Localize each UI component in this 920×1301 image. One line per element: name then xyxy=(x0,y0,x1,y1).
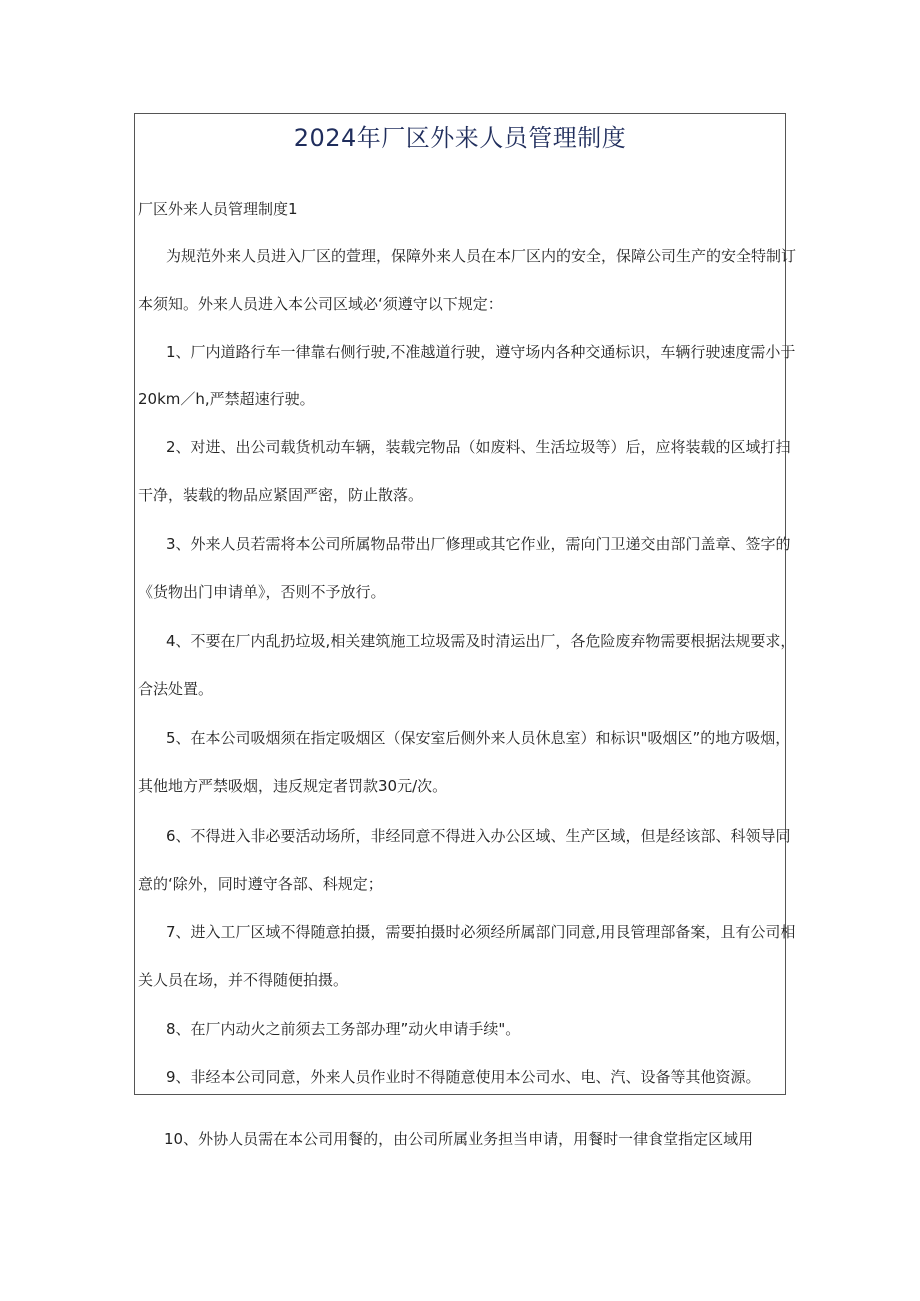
section-heading: 厂区外来人员管理制度1 xyxy=(138,200,298,218)
paragraph-line: 为规范外来人员进入厂区的萱理，保障外来人员在本厂区内的安全，保障公司生产的安全特制订 xyxy=(166,247,797,265)
rule-line: 3、外来人员若需将本公司所属物品带出厂修理或其它作业，需向门卫递交由部门盖章、签字的 xyxy=(166,535,791,553)
rule-line: 8、在厂内动火之前须去工务部办理”动火申请手续"。 xyxy=(166,1020,521,1038)
rule-line: 关人员在场，并不得随便拍摄。 xyxy=(138,971,349,989)
rule-line: 《货物出门申请单》，否则不予放行。 xyxy=(138,583,386,601)
rule-line: 1、厂内道路行车一律靠右侧行驶,不准越道行驶，遵守场内各种交通标识，车辆行驶速度需小于 xyxy=(166,343,796,361)
document-title: 2024年厂区外来人员管理制度 xyxy=(293,124,627,152)
rule-line: 20km／h,严禁超速行驶。 xyxy=(138,390,315,408)
rule-line: 其他地方严禁吸烟，违反规定者罚款30元/次。 xyxy=(138,777,448,795)
paragraph-line: 本须知。外来人员进入本公司区域必‘须遵守以下规定： xyxy=(138,295,503,313)
rule-line: 意的‘除外，同时遵守各部、科规定； xyxy=(138,875,383,893)
rule-line: 7、进入工厂区域不得随意拍摄，需要拍摄时必须经所属部门同意,用艮管理部备案，且有公司相 xyxy=(166,923,796,941)
rule-line: 4、不要在厂内乱扔垃圾,相关建筑施工垃圾需及时清运出厂，各危险废弃物需要根据法规要求， xyxy=(166,632,796,650)
rule-line: 合法处置。 xyxy=(138,680,214,698)
rule-line: 2、对进、出公司载货机动车辆，装载完物品（如废料、生活垃圾等）后，应将装载的区域打扫 xyxy=(166,438,791,456)
rule-line: 5、在本公司吸烟须在指定吸烟区（保安室后侧外来人员休息室）和标识"吸烟区”的地方吸烟， xyxy=(166,729,791,747)
rule-line: 10、外协人员需在本公司用餐的，由公司所属业务担当申请，用餐时一律食堂指定区域用 xyxy=(164,1130,754,1148)
rule-line: 9、非经本公司同意，外来人员作业时不得随意使用本公司水、电、汽、设备等其他资源。 xyxy=(166,1068,761,1086)
rule-line: 干净，装载的物品应紧固严密，防止散落。 xyxy=(138,486,424,504)
rule-line: 6、不得进入非必要活动场所，非经同意不得进入办公区域、生产区域，但是经该部、科领导同 xyxy=(166,827,791,845)
